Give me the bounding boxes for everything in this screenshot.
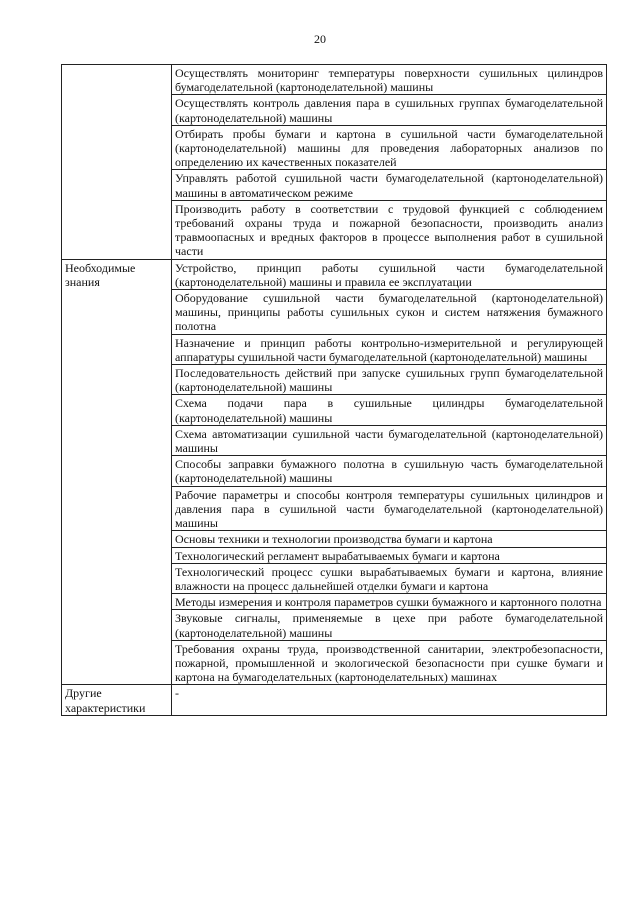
labor-actions-label-cell bbox=[62, 65, 172, 260]
knowledge-item: Схема автоматизации сушильной части бумагоделательной (картоноделательной) машины bbox=[172, 425, 607, 455]
labor-function-table bbox=[61, 64, 607, 716]
knowledge-item: Способы заправки бумажного полотна в сушильную часть бумагоделательной (картоноделательной) машины bbox=[172, 456, 607, 486]
knowledge-item: Основы техники и технологии производства бумаги и картона bbox=[172, 531, 607, 547]
knowledge-item: Требования охраны труда, производственной санитарии, электробезопасности, пожарной, промышленной и экологической безопасности при сушке бумаги и картона на бумагоделательных (картоноделательных) машинах bbox=[172, 640, 607, 685]
knowledge-item: Звуковые сигналы, применяемые в цехе при работе бумагоделательной (картоноделательной) машины bbox=[172, 610, 607, 640]
labor-action-item: Производить работу в соответствии с трудовой функцией с соблюдением требований охраны труда и пожарной безопасности, производить анализ травмоопасных и вредных факторов в процессе выполнения работ в сушильной части bbox=[172, 200, 607, 259]
knowledge-item: Технологический регламент вырабатываемых бумаги и картона bbox=[172, 547, 607, 563]
knowledge-item: Назначение и принцип работы контрольно-измерительной и регулирующей аппаратуры сушильной части бумагоделательной (картоноделательной) машины bbox=[172, 334, 607, 364]
knowledge-item: Технологический процесс сушки вырабатываемых бумаги и картона, влияние влажности на процесс дальнейшей отделки бумаги и картона bbox=[172, 563, 607, 593]
knowledge-item: Устройство, принцип работы сушильной части бумагоделательной (картоноделательной) машины и правила ее эксплуатации bbox=[172, 259, 607, 289]
other-characteristics-value: - bbox=[172, 685, 607, 715]
knowledge-item: Рабочие параметры и способы контроля температуры сушильных цилиндров и давления пара в сушильной части бумагоделательной (картоноделательной) машины bbox=[172, 486, 607, 531]
labor-action-item: Осуществлять мониторинг температуры поверхности сушильных цилиндров бумагоделательной (картоноделательной) машины bbox=[172, 65, 607, 95]
knowledge-item: Схема подачи пара в сушильные цилиндры бумагоделательной (картоноделательной) машины bbox=[172, 395, 607, 425]
table-row bbox=[62, 259, 607, 289]
other-characteristics-label: Другие характеристики bbox=[62, 685, 172, 715]
knowledge-item: Оборудование сушильной части бумагоделательной (картоноделательной) машины, принципы работы сушильных сукон и систем натяжения бумажного полотна bbox=[172, 290, 607, 335]
page-number: 20 bbox=[314, 32, 326, 46]
table-row bbox=[62, 685, 607, 715]
required-knowledge-label: Необходимые знания bbox=[62, 259, 172, 685]
labor-action-item: Управлять работой сушильной части бумагоделательной (картоноделательной) машины в автоматическом режиме bbox=[172, 170, 607, 200]
knowledge-item: Методы измерения и контроля параметров сушки бумажного и картонного полотна bbox=[172, 594, 607, 610]
labor-action-item: Осуществлять контроль давления пара в сушильных группах бумагоделательной (картоноделательной) машины bbox=[172, 95, 607, 125]
table-row bbox=[62, 65, 607, 95]
knowledge-item: Последовательность действий при запуске сушильных групп бумагоделательной (картоноделательной) машины bbox=[172, 365, 607, 395]
labor-action-item: Отбирать пробы бумаги и картона в сушильной части бумагоделательной (картоноделательной) машины для проведения лабораторных анализов по определению их качественных показателей bbox=[172, 125, 607, 170]
